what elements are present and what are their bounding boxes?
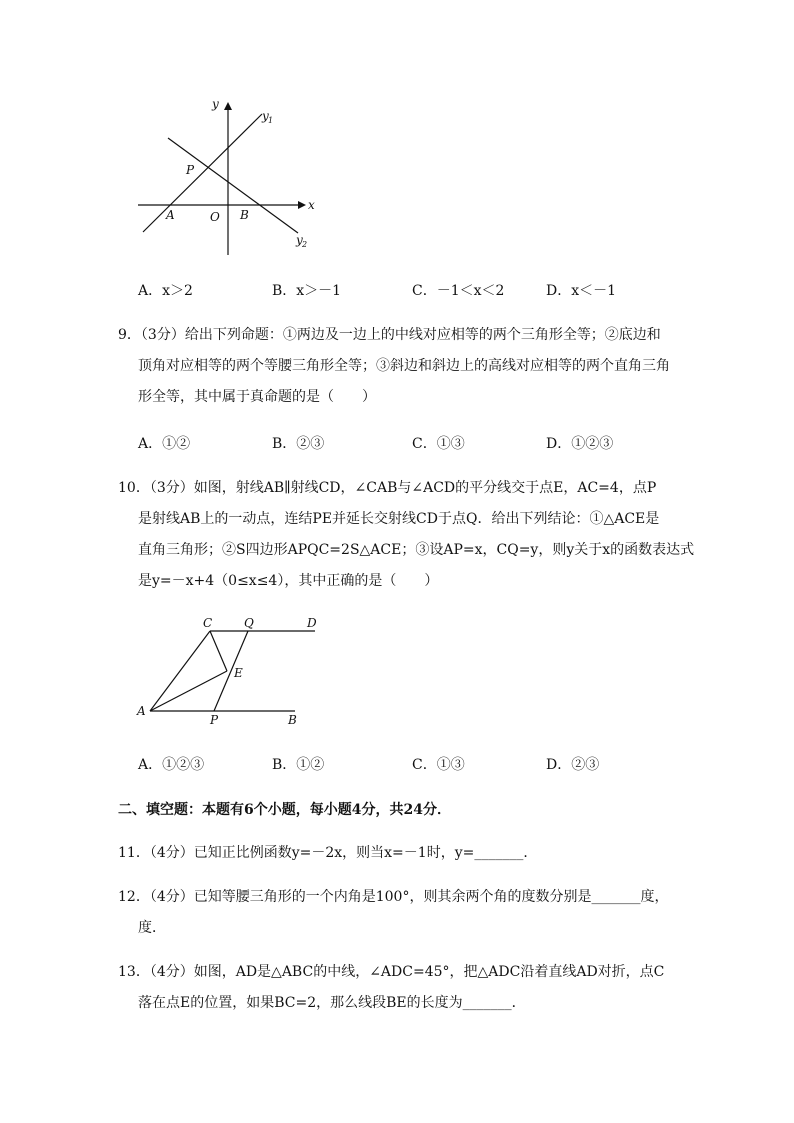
figure-parallel-rays [130,610,330,730]
q10-line-2: 是射线AB上的一动点，连结PE并延长交射线CD于点Q．给出下列结论：①△ACE是 [138,511,660,527]
label-P2: P [210,713,219,727]
q10-line-3: 直角三角形；②S四边形APQC=2S△ACE；③设AP=x，CQ=y，则y关于x的函数表达式 [138,542,695,558]
q12-line-2: 度． [138,920,166,936]
q13-line-1: 13．（4分）如图，AD是△ABC的中线，∠ADC=45°，把△ADC沿着直线AD对折，点C [118,964,665,980]
q10-option-b[interactable]: B．①② [272,757,325,773]
q11-text: 11．（4分）已知正比例函数y=－2x，则当x=－1时，y=_______． [118,845,538,861]
segment-CE [210,631,227,671]
q10-option-c[interactable]: C．①③ [412,757,465,773]
label-A2: A [137,704,146,718]
q8-options [138,281,698,301]
q8-option-a[interactable]: A．x＞2 [138,283,193,299]
section-2-heading: 二、填空题：本题有6个小题，每小题4分，共24分． [118,802,451,818]
q9-line-3: 形全等，其中属于真命题的是（ ） [138,389,376,405]
q10-option-a[interactable]: A．①②③ [138,757,205,773]
line-y2 [168,138,298,233]
label-B: B [240,208,249,222]
label-P: P [186,163,195,177]
label-y1: y [262,109,269,123]
q10-option-d[interactable]: D．②③ [546,757,600,773]
q10-line-1: 10．（3分）如图，射线AB∥射线CD，∠CAB与∠ACD的平分线交于点E，AC=4，点P [118,480,657,496]
label-E: E [234,666,243,680]
q10-line-4: 是y=－x+4（0≤x≤4），其中正确的是（ ） [138,573,439,589]
label-x-axis: x [308,198,315,212]
q10-options [138,755,698,775]
q9-option-d[interactable]: D．①②③ [546,436,614,452]
label-O: O [210,210,220,224]
y-axis-arrow [224,102,232,110]
label-y1-sub: 1 [268,116,274,125]
q8-option-d[interactable]: D．x＜－1 [546,283,617,299]
figure-two-lines-graph [130,90,330,255]
q9-line-1: 9．（3分）给出下列命题：①两边及一边上的中线对应相等的两个三角形全等；②底边和 [118,327,661,343]
label-A: A [166,208,175,222]
segment-AC [150,631,210,711]
label-D: D [307,616,317,630]
label-C: C [203,616,213,630]
q9-option-c[interactable]: C．①③ [412,436,465,452]
segment-PQ [214,631,248,711]
q13-line-2: 落在点E的位置，如果BC=2，那么线段BE的长度为_______． [138,995,526,1011]
q9-option-a[interactable]: A．①② [138,436,191,452]
label-B2: B [288,713,297,727]
q9-line-2: 顶角对应相等的两个等腰三角形全等；③斜边和斜边上的高线对应相等的两个直角三角 [138,358,670,374]
q12-line-1: 12．（4分）已知等腰三角形的一个内角是100°，则其余两个角的度数分别是_______度， [118,889,669,905]
q9-option-b[interactable]: B．②③ [272,436,325,452]
label-Q: Q [244,616,254,630]
label-y2-sub: 2 [302,240,308,249]
q8-option-b[interactable]: B．x＞－1 [272,283,342,299]
x-axis-arrow [298,201,306,209]
q8-option-c[interactable]: C．－1＜x＜2 [412,283,505,299]
label-y-axis: y [212,97,219,111]
label-y2: y [296,233,303,247]
q9-options [138,434,698,454]
segment-AE [150,671,227,711]
